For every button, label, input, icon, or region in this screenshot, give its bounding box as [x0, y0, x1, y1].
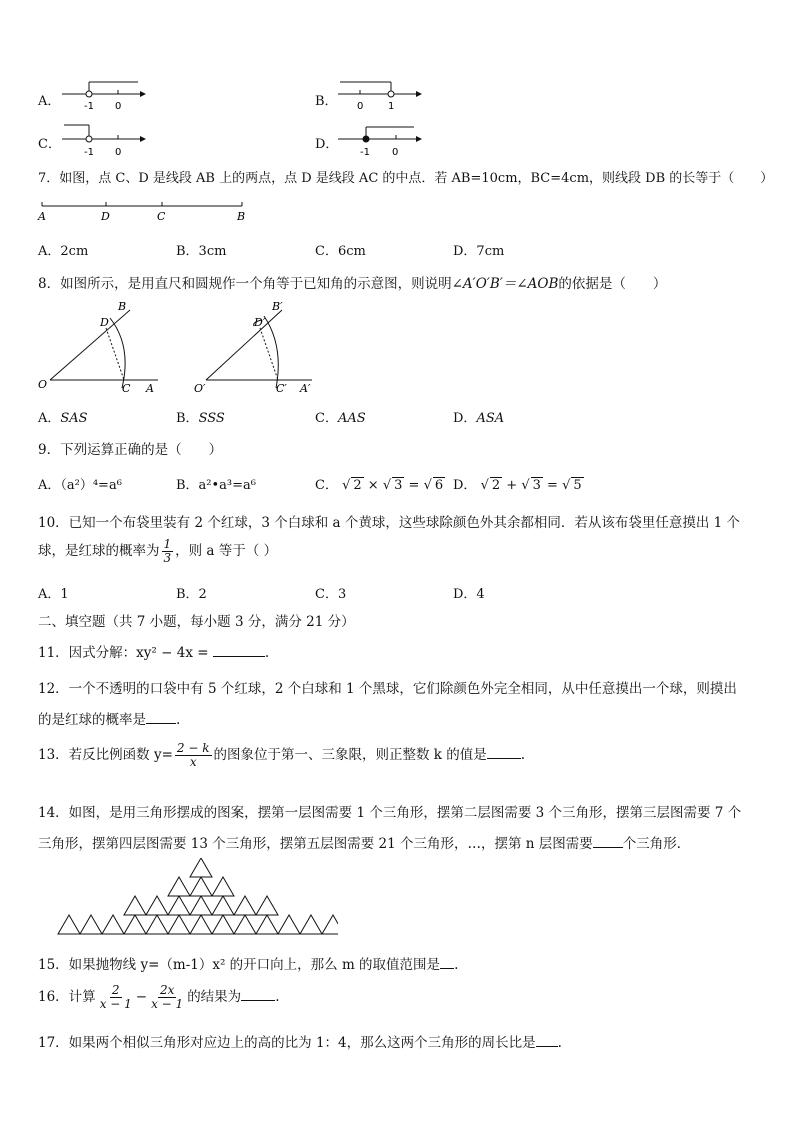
- pattern-triangle: [212, 915, 234, 934]
- q6-option-b-label: B．: [315, 94, 338, 109]
- q6-option-d-label: D．: [315, 137, 339, 152]
- q6-b-tick-1: 0: [357, 101, 364, 112]
- q6-option-a-label: A．: [38, 94, 61, 109]
- q8-fig1-label-d: D: [100, 316, 109, 329]
- pattern-triangle: [124, 915, 146, 934]
- q11-text: 11．因式分解：xy² − 4x = .: [38, 645, 270, 661]
- pattern-triangle: [190, 877, 212, 896]
- q16-answer-blank[interactable]: [241, 988, 275, 1001]
- q7-point-d: D: [101, 210, 110, 223]
- pattern-triangle: [146, 896, 168, 915]
- q6-option-c-label: C．: [38, 137, 61, 152]
- q7-option-a: A．2cm: [38, 244, 89, 259]
- q10-option-c: C．3: [315, 587, 347, 602]
- q7-option-b: B．3cm: [176, 244, 227, 259]
- q6-a-tick-1: -1: [84, 101, 94, 112]
- q14-answer-blank[interactable]: [593, 835, 623, 848]
- q7-option-d: D．7cm: [453, 244, 505, 259]
- pattern-triangle: [300, 915, 322, 934]
- q17-text: 17．如果两个相似三角形对应边上的高的比为 1：4，那么这两个三角形的周长比是 .: [38, 1035, 562, 1051]
- q13-fraction: $\frac{2 - k}{x}$: [176, 741, 210, 770]
- q14-line2: 三角形，摆第四层图需要 13 个三角形，摆第五层图需要 21 个三角形，…，摆第 n 层图需要 个三角形．: [38, 836, 691, 852]
- q13-answer-blank[interactable]: [487, 746, 521, 759]
- section-fill-in-heading: 二、填空题（共 7 小题，每小题 3 分，满分 21 分）: [38, 614, 355, 630]
- q6-option-b-numberline: [334, 76, 424, 112]
- pattern-triangle: [234, 896, 256, 915]
- q14-line1: 14．如图，是用三角形摆成的图案，摆第一层图需要 1 个三角形，摆第二层图需要 3 个三角形，摆第三层图需要 7 个: [38, 805, 742, 821]
- q8-text-post: 的依据是（ ）: [558, 276, 667, 292]
- q10-option-d: D．4: [453, 587, 485, 602]
- pattern-triangle: [190, 896, 212, 915]
- pattern-triangle: [190, 915, 212, 934]
- q12-line1: 12．一个不透明的口袋中有 5 个红球，2 个白球和 1 个黑球，它们除颜色外完全相同，从中任意摸出一个球，则摸出: [38, 681, 737, 697]
- pattern-triangle: [168, 877, 190, 896]
- q8-option-c: C．AAS: [315, 411, 366, 426]
- pattern-triangle: [102, 915, 124, 934]
- pattern-triangle: [190, 858, 212, 877]
- q9-option-a: A．（a²）⁴=a⁶: [38, 478, 122, 493]
- pattern-triangle: [278, 915, 300, 934]
- pattern-triangle: [58, 915, 80, 934]
- q6-d-tick-2: 0: [392, 147, 399, 158]
- pattern-triangle: [168, 896, 190, 915]
- q7-point-a: A: [38, 210, 46, 223]
- pattern-triangle: [234, 915, 256, 934]
- q8-option-a: A．SAS: [38, 411, 88, 426]
- q15-text: 15．如果抛物线 y=（m-1）x² 的开口向上，那么 m 的取值范围是 .: [38, 957, 459, 973]
- q8-fig1-label-a: A: [146, 382, 154, 395]
- q8-fig2-label-d: D′: [254, 316, 266, 329]
- pattern-triangle: [256, 915, 278, 934]
- q7-point-c: C: [157, 210, 166, 223]
- pattern-triangle: [322, 915, 338, 934]
- q8-fig1-label-o: O: [38, 378, 48, 391]
- q6-c-tick-1: -1: [84, 147, 94, 158]
- q12-line2: 的是红球的概率是 .: [38, 712, 181, 728]
- q8-fig1-label-b: B: [118, 300, 127, 313]
- q7-option-c: C．6cm: [315, 244, 366, 259]
- q8-fig2-label-c: C′: [276, 382, 287, 395]
- q8-figure-original-angle: [34, 296, 164, 398]
- q6-option-c-numberline: [58, 119, 148, 159]
- pattern-triangle: [146, 915, 168, 934]
- q8-text: [38, 272, 666, 292]
- q10-line2: 球，是红球的概率为 $\frac{1}{3}$ ，则 a 等于（ ）: [38, 537, 278, 566]
- q9-option-b: B．a²•a³=a⁶: [176, 478, 256, 493]
- q13-text: 13．若反比例函数 y= $\frac{2 - k}{x}$ 的图象位于第一、三象限，则正整数 k 的值是 .: [38, 741, 526, 770]
- pattern-triangle: [80, 915, 102, 934]
- q7-text: 7．如图，点 C、D 是线段 AB 上的两点，点 D 是线段 AC 的中点．若 AB=10cm，BC=4cm，则线段 DB 的长等于（ ）: [38, 171, 774, 186]
- q8-text-pre: 8．如图所示，是用直尺和圆规作一个角等于已知角的示意图，则说明: [38, 276, 452, 292]
- q6-a-tick-2: 0: [115, 101, 122, 112]
- q8-fig2-label-a: A′: [300, 382, 311, 395]
- q14-triangle-pattern-figure: [56, 858, 338, 936]
- q12-answer-blank[interactable]: [146, 711, 176, 724]
- pattern-triangle: [124, 896, 146, 915]
- q7-point-b: B: [237, 210, 246, 223]
- q8-option-b: B．SSS: [176, 411, 225, 426]
- q10-line1: 10．已知一个布袋里装有 2 个红球，3 个白球和 a 个黄球，这些球除颜色外其余都相同．若从该布袋里任意摸出 1 个: [38, 515, 741, 531]
- pattern-triangle: [256, 896, 278, 915]
- q16-fraction-2: $\frac{2x}{x - 1}$: [151, 983, 184, 1012]
- q6-option-a-numberline: [58, 76, 148, 112]
- pattern-triangle: [212, 877, 234, 896]
- q8-option-d: D．ASA: [453, 411, 505, 426]
- q6-option-d-numberline: [334, 119, 424, 159]
- q8-fig1-label-c: C: [122, 382, 131, 395]
- q8-fig2-label-b: B′: [272, 300, 283, 313]
- q9-text: 9．下列运算正确的是（ ）: [38, 442, 223, 458]
- pattern-triangle: [212, 896, 234, 915]
- q10-option-b: B．2: [176, 587, 207, 602]
- q16-text: 16．计算 $\frac{2}{x - 1}$ − $\frac{2x}{x - 1}$ 的结果为 .: [38, 983, 280, 1012]
- q6-c-tick-2: 0: [115, 147, 122, 158]
- q16-fraction-1: $\frac{2}{x - 1}$: [99, 983, 132, 1012]
- q8-fig2-label-o: O′: [194, 382, 206, 395]
- q17-answer-blank[interactable]: [536, 1034, 558, 1047]
- q8-angle-expr: ∠A′O′B′＝∠AOB: [451, 276, 559, 292]
- pattern-triangle: [168, 915, 190, 934]
- q6-d-tick-1: -1: [360, 147, 370, 158]
- q11-answer-blank[interactable]: [213, 644, 265, 657]
- q10-option-a: A．1: [38, 587, 69, 602]
- q9-option-c: C． √ 2 × √ 3 = √ 6: [315, 478, 444, 493]
- q8-figure-constructed-angle: [192, 296, 322, 398]
- q9-option-d: D． √ 2 + √ 3 = √ 5: [453, 478, 582, 493]
- q6-b-tick-2: 1: [388, 101, 395, 112]
- q7-segment-figure: [36, 198, 251, 224]
- q10-fraction: $\frac{1}{3}$: [163, 537, 172, 566]
- q15-answer-blank[interactable]: [440, 956, 454, 969]
